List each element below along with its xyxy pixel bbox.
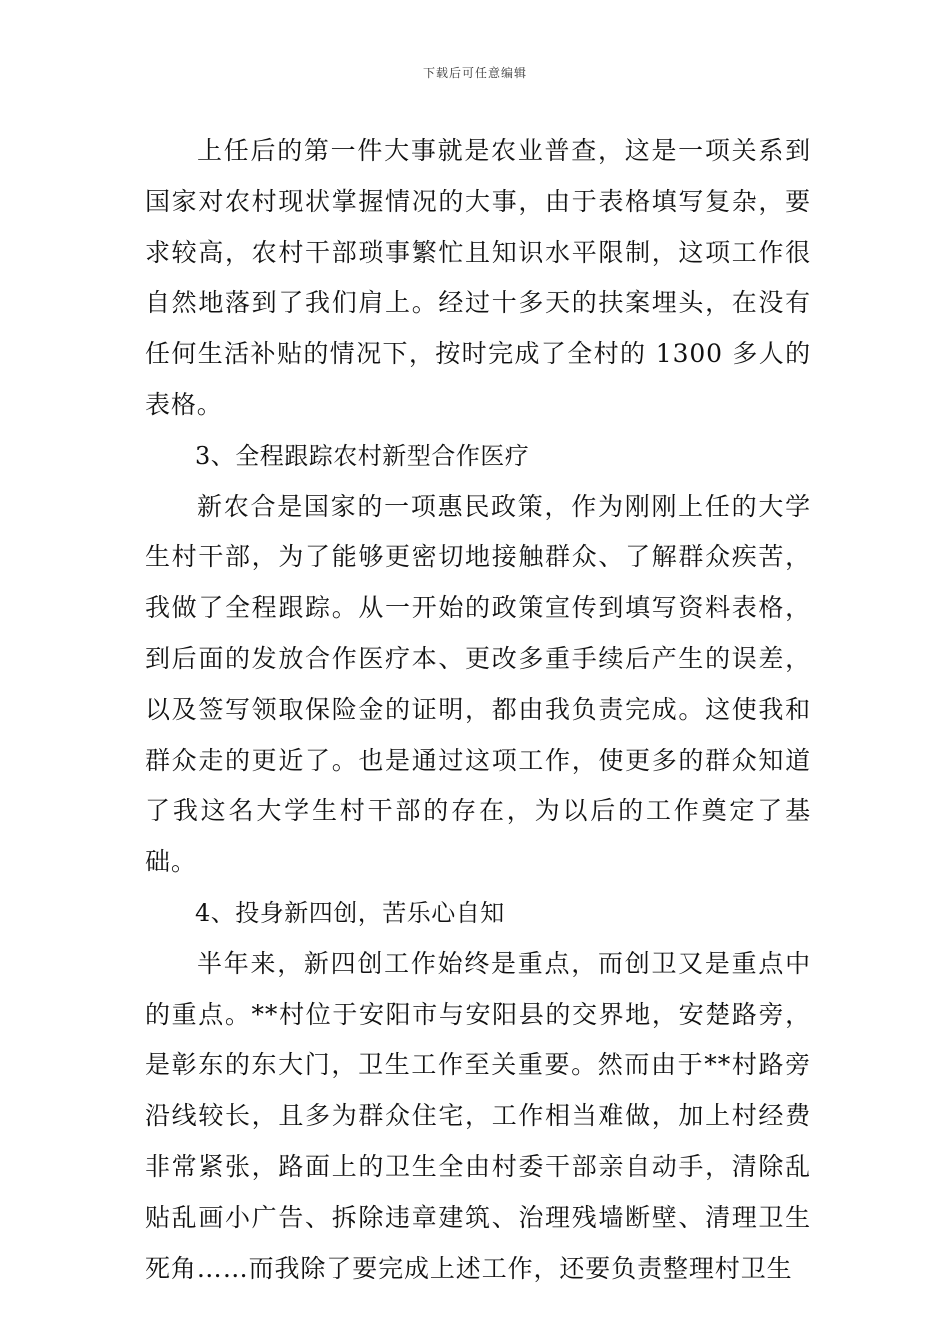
document-body xyxy=(145,126,811,1294)
paragraph-agricultural-census: 上任后的第一件大事就是农业普查，这是一项关系到国家对农村现状掌握情况的大事，由于表格填写复杂，要求较高，农村干部琐事繁忙且知识水平限制，这项工作很自然地落到了我们肩上。经过十多天的扶案埋头，在没有任何生活补贴的情况下，按时完成了全村的 1300 多人的表格。 xyxy=(145,136,811,419)
paragraph-rural-cooperative-medical: 新农合是国家的一项惠民政策，作为刚刚上任的大学生村干部，为了能够更密切地接触群众、了解群众疾苦，我做了全程跟踪。从一开始的政策宣传到填写资料表格，到后面的发放合作医疗本、更改多重手续后产生的误差，以及签写领取保险金的证明，都由我负责完成。这使我和群众走的更近了。也是通过这项工作，使更多的群众知道了我这名大学生村干部的存在，为以后的工作奠定了基础。 xyxy=(145,491,811,877)
paragraph-new-four-creations: 半年来，新四创工作始终是重点，而创卫又是重点中的重点。**村位于安阳市与安阳县的交界地，安楚路旁，是彰东的东大门，卫生工作至关重要。然而由于**村路旁沿线较长，且多为群众住宅，工作相当难做，加上村经费非常紧张，路面上的卫生全由村委干部亲自动手，清除乱贴乱画小广告、拆除违章建筑、治理残墙断壁、清理卫生死角……而我除了要完成上述工作，还要负责整理村卫生 xyxy=(145,948,811,1283)
page-header-note: 下载后可任意编辑 xyxy=(422,66,527,80)
section-heading-4: 4、投身新四创，苦乐心自知 xyxy=(195,898,505,927)
section-heading-3: 3、全程跟踪农村新型合作医疗 xyxy=(195,441,530,470)
